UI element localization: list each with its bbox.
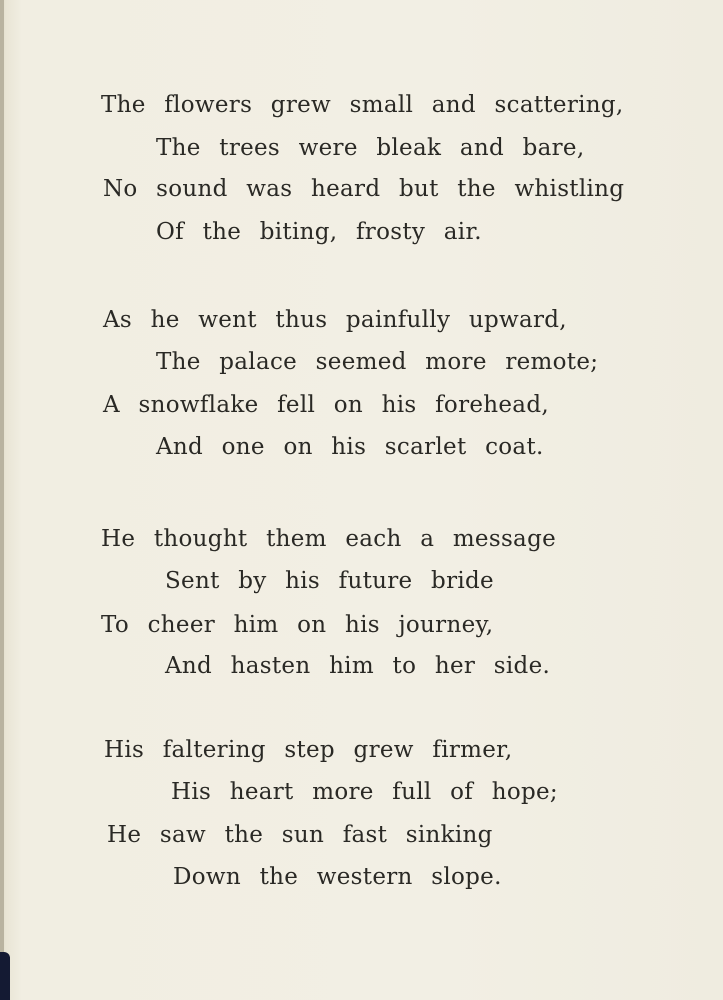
poem-line: He thought them each a message <box>101 526 556 552</box>
poem-line: Of the biting, frosty air. <box>156 219 482 245</box>
poem-line: Sent by his future bride <box>165 568 494 594</box>
poem-line: The palace seemed more remote; <box>156 349 599 375</box>
poem-line: And hasten him to her side. <box>165 653 551 679</box>
poem-line: No sound was heard but the whistling <box>103 176 625 202</box>
poem-line: The trees were bleak and bare, <box>156 135 585 161</box>
poem-line: And one on his scarlet coat. <box>156 434 544 460</box>
poem-line: To cheer him on his journey, <box>101 612 494 638</box>
poem-line: The flowers grew small and scattering, <box>101 92 624 118</box>
poem-line: Down the western slope. <box>173 864 502 890</box>
poem-line: He saw the sun fast sinking <box>107 822 493 848</box>
binding-shadow <box>0 952 10 1000</box>
poem-line: His heart more full of hope; <box>171 779 558 805</box>
poem-line: A snowflake fell on his forehead, <box>103 392 549 418</box>
poem-line: As he went thus painfully upward, <box>103 307 567 333</box>
poem-line: His faltering step grew firmer, <box>104 737 513 763</box>
